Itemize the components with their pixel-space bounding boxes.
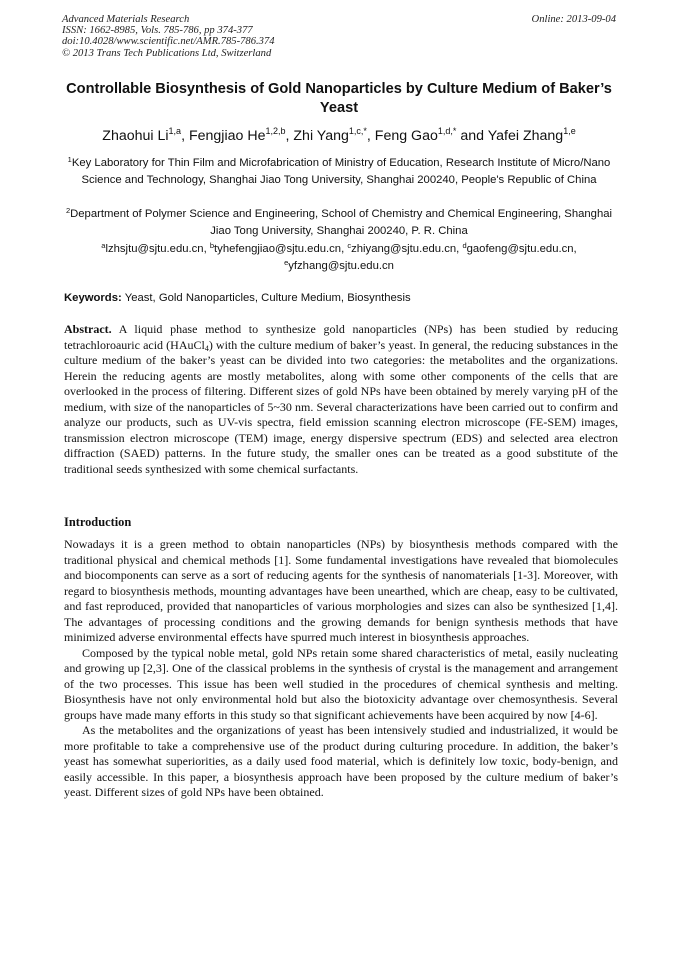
- abstract-label: Abstract.: [64, 322, 112, 336]
- email-sup: b: [209, 241, 215, 250]
- paragraph: Nowadays it is a green method to obtain nanoparticles (NPs) by biosynthesis methods compared with the traditional physical and chemical methods [1]. Some fundamental investigations have revealed that biomolecules and biocomponents can serve as a sort of reducing agents for the synthesis of nanomaterials [1-3]. Moreover, with regard to biosynthesis methods, mounting advantages have been unearthed, which are cheap, easy to be cultivated, and fast reproduced, provided that nanoparticles of various morphologies and sizes can also be synthesized [1,4]. The advantages of processing conditions and the growing demands for benign synthesis methods that have minimized adverse environmental effects have spurred much interest in biosynthesis approaches.: [64, 537, 618, 644]
- email-sup: d: [462, 241, 467, 250]
- affiliation-sup: 1: [67, 155, 72, 164]
- email-link[interactable]: yfzhang@sjtu.edu.cn: [288, 259, 394, 272]
- keywords-text: Yeast, Gold Nanoparticles, Culture Medium, Biosynthesis: [124, 292, 411, 304]
- email-list: [60, 241, 618, 274]
- email-link[interactable]: tyhefengjiao@sjtu.edu.cn,: [214, 243, 348, 255]
- abstract-text: ) with the culture medium of baker’s yeast. In general, the reducing substances in the culture medium of the baker’s yeast can be divided into two categories: the metabolites and the organizations. Herein the reducing agents are mostly metabolites, along with some other components of the cells that are overlooked in the process of filtering. Different sizes of gold NPs have been obtained by merely varying pH of the medium, with size of the nanoparticles of 5~30 nm. Several characterizations have been carried out to confirm and analyze our products, such as UV-vis spectra, field emission scanning electron microscope (FE-SEM) images, transmission electron microscope (TEM) image, energy dispersive spectrum (EDS) and selected area electron diffraction (SAED) patterns. In the future study, the smaller ones can be treated as a good substitute of the traditional seeds synthesized with some chemical surfactants.: [64, 337, 618, 476]
- journal-copyright: © 2013 Trans Tech Publications Ltd, Switzerland: [62, 47, 272, 59]
- email-sup: c: [347, 241, 352, 250]
- author-sep: ,: [366, 128, 375, 144]
- abstract-text: A liquid phase method to synthesize gold nanoparticles (NPs) has been studied by reducing tetrachloroauric acid (HAuCl: [64, 322, 619, 352]
- online-date: Online: 2013-09-04: [531, 14, 616, 25]
- email-link[interactable]: lzhsjtu@sjtu.edu.cn,: [105, 243, 210, 255]
- affiliation-2: [60, 206, 618, 239]
- author-sup: 1,a: [168, 126, 182, 136]
- author-sup: 1,e: [563, 126, 576, 136]
- email-link[interactable]: gaofeng@sjtu.edu.cn,: [466, 243, 577, 255]
- author-sep: ,: [181, 128, 189, 144]
- email-sup: e: [284, 257, 289, 267]
- affiliation-text: Key Laboratory for Thin Film and Microfabrication of Ministry of Education, Research Institute of Micro/Nano Science and Technology, Shanghai Jiao Tong University, Shanghai 200240, People's Republic of China: [71, 157, 611, 186]
- author-name: Fengjiao He: [188, 128, 266, 144]
- author-sup: 1,c,*: [348, 126, 367, 136]
- journal-doi: doi:10.4028/www.scientific.net/AMR.785-786.374: [62, 36, 275, 48]
- author-sup: 1,2,b: [265, 126, 286, 136]
- email-link[interactable]: zhiyang@sjtu.edu.cn,: [351, 243, 463, 255]
- journal-issn: ISSN: 1662-8985, Vols. 785-786, pp 374-377: [62, 25, 253, 37]
- author-sep: ,: [285, 128, 294, 144]
- keywords-label: Keywords:: [64, 292, 122, 304]
- affiliation-sup: 2: [65, 206, 71, 215]
- author-name: Zhaohui Li: [102, 128, 169, 144]
- author-sep: and: [456, 128, 488, 144]
- affiliation-text: Department of Polymer Science and Engineering, School of Chemistry and Chemical Engineering, Shanghai Jiao Tong University, Shanghai 200240, P. R. China: [70, 208, 613, 237]
- paper-title: Controllable Biosynthesis of Gold Nanoparticles by Culture Medium of Baker’s Yeast: [66, 81, 612, 116]
- author-name: Feng Gao: [374, 128, 438, 144]
- introduction-body: [64, 537, 618, 801]
- affiliation-1: [60, 155, 618, 188]
- paragraph: Composed by the typical noble metal, gold NPs retain some shared characteristics of metal, easily nucleating and growing up [2,3]. One of the classical problems in the synthesis of crystal is the management and arrangement of the two processes. This issue has been well studied in the procedures of chemical synthesis and melting. Biosynthesis have not only environmental hold but also the biotoxicity advantage over chemosynthesis. Several groups have made many efforts in this study so that significant achievements have been acquired by now [4-6].: [64, 645, 618, 722]
- keywords: [64, 290, 618, 306]
- author-sup: 1,d,*: [437, 126, 457, 136]
- abstract: [64, 322, 618, 477]
- author-list: [40, 126, 638, 146]
- abstract-subscript: 4: [204, 343, 209, 353]
- section-heading: Introduction: [64, 515, 132, 529]
- email-sup: a: [101, 241, 106, 250]
- author-name: Zhi Yang: [293, 128, 349, 144]
- journal-name: Advanced Materials Research: [62, 14, 190, 25]
- author-name: Yafei Zhang: [487, 128, 564, 144]
- paragraph: As the metabolites and the organizations of yeast has been intensively studied and industrialized, it would be more profitable to take a comprehensive use of the product during culturing procedure. In addition, the baker’s yeast has somewhat superiorities, as a daily used food material, which is definitely low toxic, body-benign, and easily accessible. In this paper, a biosynthesis approach have been proposed by the culture medium of baker’s yeast. Different sizes of gold NPs have been obtained.: [64, 723, 618, 799]
- journal-header: [62, 14, 616, 59]
